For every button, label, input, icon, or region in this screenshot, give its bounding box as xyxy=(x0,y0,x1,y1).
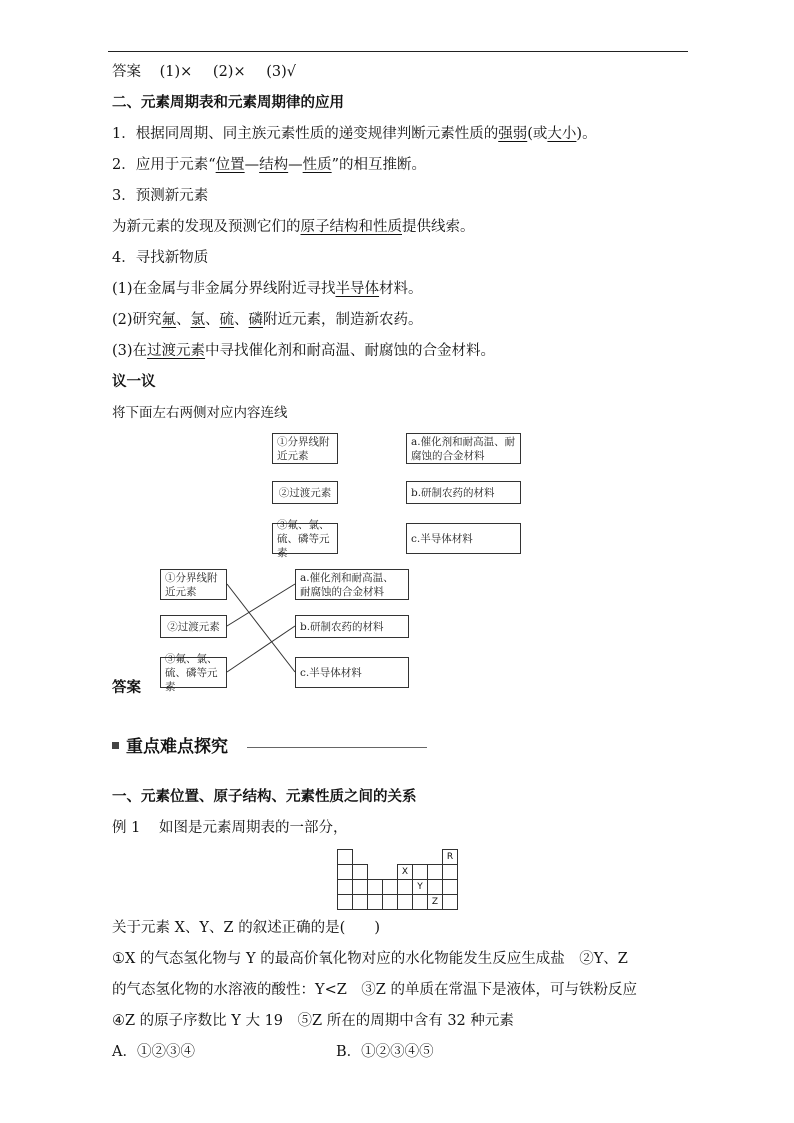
answer-left-box-3: ③氟、氯、硫、磷等元素 xyxy=(160,657,227,688)
part1-heading: 一、元素位置、原子结构、元素性质之间的关系 xyxy=(112,789,417,805)
p6-underline: 半导体 xyxy=(335,281,380,297)
question-left-box-3: ③氟、氯、硫、磷等元素 xyxy=(272,523,338,554)
section2-p5: 4．寻找新物质 xyxy=(112,250,209,266)
p1-text: 1．根据同周期、同主族元素性质的递变规律判断元素性质的 xyxy=(112,126,499,142)
p7-end: 附近元素，制造新农药。 xyxy=(263,312,423,328)
pt-cell xyxy=(443,880,458,895)
p7-underline-1: 氟 xyxy=(161,312,177,328)
pt-cell xyxy=(443,865,458,880)
answer-right-box-b: b.研制农药的材料 xyxy=(295,615,409,638)
pt-cell xyxy=(338,880,353,895)
pt-cell xyxy=(368,895,383,910)
p1-underline-1: 强弱 xyxy=(498,126,528,142)
pt-cell xyxy=(398,895,413,910)
pt-cell xyxy=(443,895,458,910)
statement-line-3: ④Z 的原子序数比 Y 大 19 ⑤Z 所在的周期中含有 32 种元素 xyxy=(112,1013,514,1029)
p4-text: 为新元素的发现及预测它们的 xyxy=(112,219,301,235)
section-bullet-icon xyxy=(112,742,119,749)
pt-row-1 xyxy=(338,850,458,865)
pt-cell xyxy=(353,865,368,880)
pt-cell xyxy=(368,880,383,895)
pt-cell xyxy=(383,895,398,910)
periodic-table-fragment xyxy=(337,849,458,910)
key-section-rule xyxy=(247,747,427,748)
key-section-title: 重点难点探究 xyxy=(126,737,228,757)
discussion-title: 议一议 xyxy=(112,374,156,390)
answer-right-box-a: a.催化剂和耐高温、耐腐蚀的合金材料 xyxy=(295,569,409,600)
statement-line-2: 的气态氢化物的水溶液的酸性：Y<Z ③Z 的单质在常温下是液体，可与铁粉反应 xyxy=(112,982,637,998)
p6-text: (1)在金属与非金属分界线附近寻找 xyxy=(112,281,336,297)
pt-empty xyxy=(398,850,413,865)
p1-end: )。 xyxy=(576,126,597,142)
pt-cell xyxy=(413,865,428,880)
answer-right-box-c: c.半导体材料 xyxy=(295,657,409,688)
p1-underline-2: 大小 xyxy=(547,126,577,142)
pt-empty xyxy=(368,865,383,880)
question-stem: 关于元素 X、Y、Z 的叙述正确的是( ) xyxy=(112,920,381,936)
question-right-box-c: c.半导体材料 xyxy=(406,523,521,554)
answer-item-3: (3)√ xyxy=(266,64,297,80)
p7-sep-1: 、 xyxy=(176,312,191,328)
question-left-box-1: ①分界线附近元素 xyxy=(272,433,338,464)
pt-cell xyxy=(338,865,353,880)
p2-underline-1: 位置 xyxy=(215,157,245,173)
section2-p3: 3．预测新元素 xyxy=(112,188,209,204)
match-line-3-b xyxy=(227,626,295,672)
pt-cell-y: Y xyxy=(413,880,428,895)
pt-cell xyxy=(398,880,413,895)
discussion-answer-label: 答案 xyxy=(112,680,141,696)
pt-cell xyxy=(353,880,368,895)
answer-item-1: (1)× xyxy=(159,64,193,80)
pt-cell xyxy=(338,895,353,910)
question-right-box-a: a.催化剂和耐高温、耐腐蚀的合金材料 xyxy=(406,433,521,464)
p8-underline: 过渡元素 xyxy=(147,343,206,359)
pt-cell-x: X xyxy=(398,865,413,880)
pt-empty xyxy=(368,850,383,865)
p2-dash-1: — xyxy=(244,157,260,173)
p7-sep-3: 、 xyxy=(234,312,249,328)
p2-end: ”的相互推断。 xyxy=(331,157,427,173)
answer-item-2: (2)× xyxy=(212,64,246,80)
p8-text: (3)在 xyxy=(112,343,148,359)
example-label: 例 1 xyxy=(112,820,141,836)
section2-heading: 二、元素周期表和元素周期律的应用 xyxy=(112,95,344,111)
p2-underline-2: 结构 xyxy=(259,157,289,173)
pt-cell xyxy=(353,895,368,910)
pt-cell-z: Z xyxy=(428,895,443,910)
pt-empty xyxy=(413,850,428,865)
answer-label: 答案 xyxy=(112,64,141,80)
pt-row-2 xyxy=(338,865,458,880)
p8-end: 中寻找催化剂和耐高温、耐腐蚀的合金材料。 xyxy=(205,343,496,359)
p2-dash-2: — xyxy=(288,157,303,173)
p1-mid: (或 xyxy=(527,126,548,142)
pt-cell xyxy=(383,880,398,895)
pt-empty xyxy=(383,850,398,865)
pt-empty xyxy=(428,850,443,865)
example-text: 如图是元素周期表的一部分， xyxy=(158,820,348,836)
pt-empty xyxy=(383,865,398,880)
p7-underline-4: 磷 xyxy=(248,312,264,328)
pt-cell xyxy=(428,880,443,895)
match-line-1-c xyxy=(227,584,295,672)
p7-text: (2)研究 xyxy=(112,312,162,328)
p4-end: 提供线索。 xyxy=(402,219,475,235)
pt-cell xyxy=(338,850,353,865)
p2-underline-3: 性质 xyxy=(302,157,332,173)
answer-left-box-2: ②过渡元素 xyxy=(160,615,227,638)
pt-row-3 xyxy=(338,880,458,895)
p6-end: 材料。 xyxy=(379,281,423,297)
pt-cell xyxy=(413,895,428,910)
pt-cell xyxy=(428,865,443,880)
question-right-box-b: b.研制农药的材料 xyxy=(406,481,521,504)
statement-line-1: ①X 的气态氢化物与 Y 的最高价氧化物对应的水化物能发生反应生成盐 ②Y、Z xyxy=(112,951,628,967)
option-b[interactable]: B．①②③④⑤ xyxy=(336,1044,434,1060)
example-line xyxy=(112,818,347,838)
option-a[interactable]: A．①②③④ xyxy=(112,1044,195,1060)
question-left-box-2: ②过渡元素 xyxy=(272,481,338,504)
p4-underline: 原子结构和性质 xyxy=(300,219,402,235)
p7-sep-2: 、 xyxy=(205,312,220,328)
pt-cell-r: R xyxy=(443,850,458,865)
answer-left-box-1: ①分界线附近元素 xyxy=(160,569,227,600)
p7-underline-2: 氯 xyxy=(190,312,206,328)
p7-underline-3: 硫 xyxy=(219,312,235,328)
pt-row-4 xyxy=(338,895,458,910)
match-line-2-a xyxy=(227,584,295,626)
p2-text: 2．应用于元素“ xyxy=(112,157,216,173)
discussion-prompt: 将下面左右两侧对应内容连线 xyxy=(112,405,288,421)
pt-empty xyxy=(353,850,368,865)
